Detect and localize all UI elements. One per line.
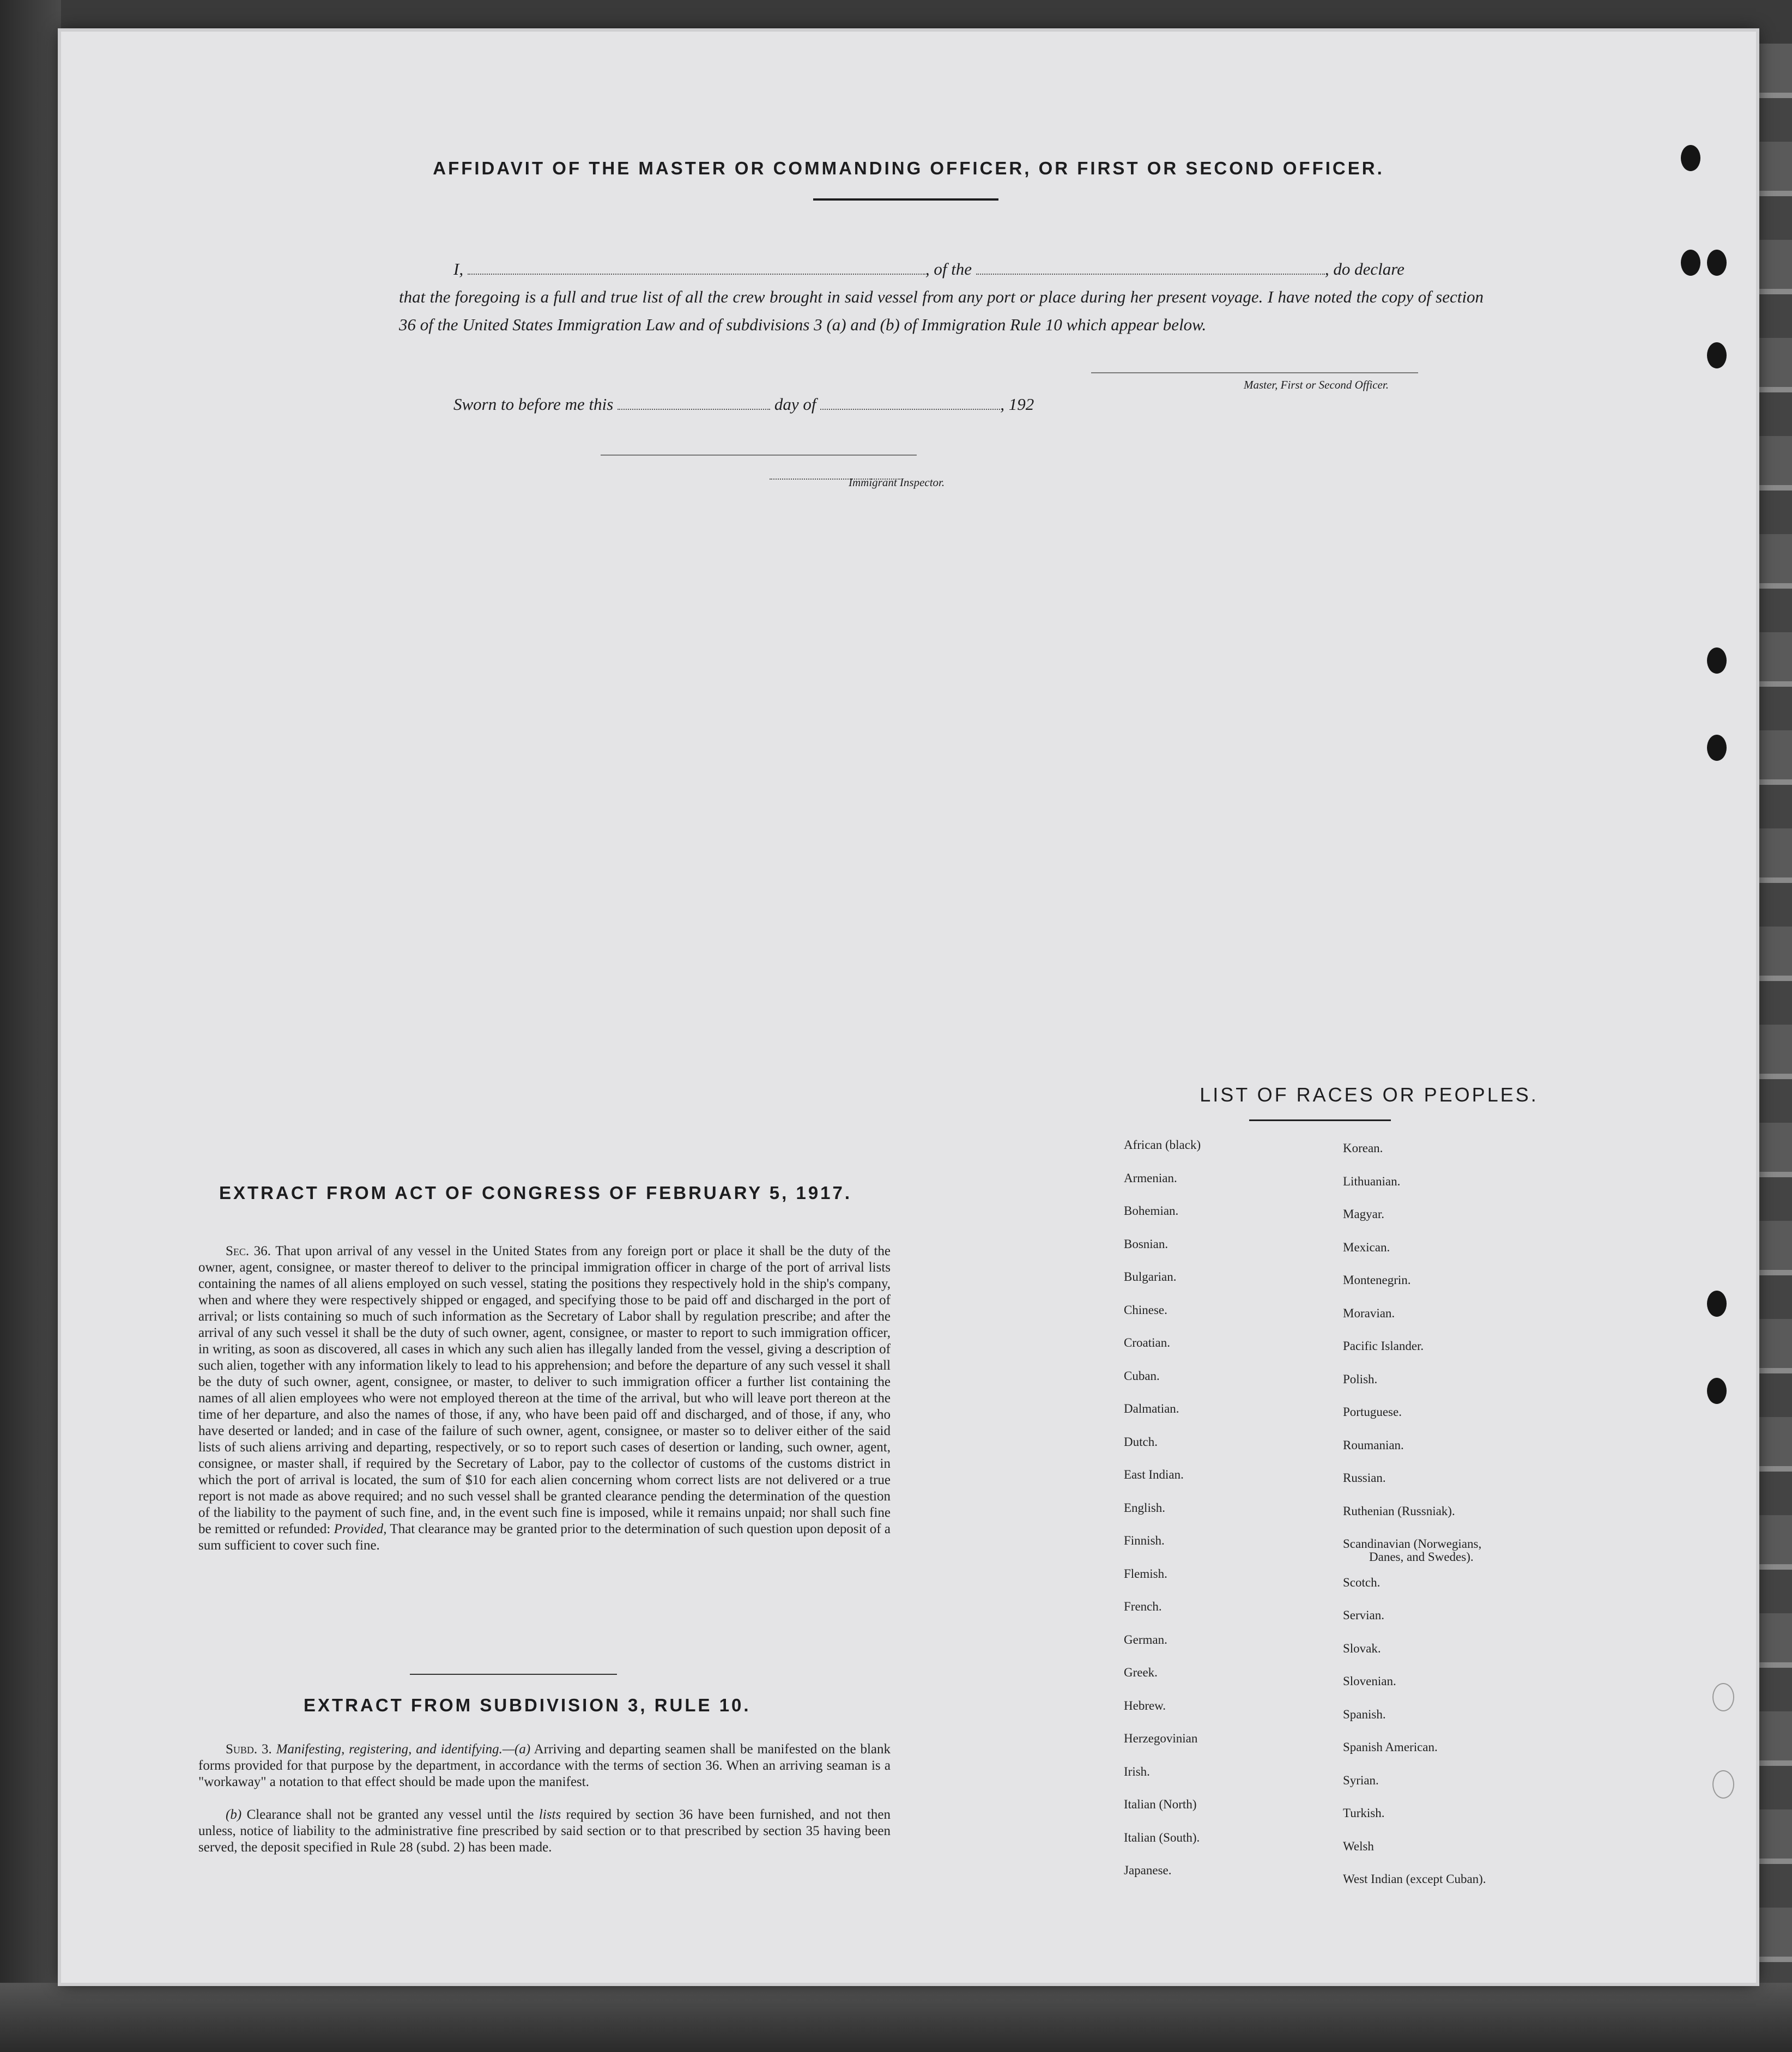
race-item: Irish. xyxy=(1124,1764,1150,1778)
race-item: Turkish. xyxy=(1343,1806,1385,1820)
sworn-prefix: Sworn to before me this xyxy=(453,395,614,414)
section-label: Sec. 36. xyxy=(226,1244,271,1258)
day-of-label: day of xyxy=(774,395,816,414)
race-item: Pacific Islander. xyxy=(1343,1339,1424,1353)
year-prefix: , 192 xyxy=(1000,395,1034,414)
signature-line[interactable] xyxy=(1091,372,1418,373)
race-item: African (black) xyxy=(1124,1138,1201,1152)
title-underline xyxy=(813,198,998,201)
race-item: German. xyxy=(1124,1632,1167,1647)
race-item: Bosnian. xyxy=(1124,1237,1169,1251)
subdivision-3-a xyxy=(198,1741,891,1790)
vessel-blank[interactable] xyxy=(976,261,1325,275)
month-blank[interactable] xyxy=(820,396,1000,410)
race-item: Hebrew. xyxy=(1124,1698,1166,1712)
subd-para-a: Arriving and departing seamen shall be manifested on the blank forms provided for that purpose by the department, in accordance with the terms of section 36. When an arriving seaman is a "workaway" a notation to that effect should be made upon the manifest. xyxy=(198,1742,891,1789)
punch-hole xyxy=(1707,1291,1727,1317)
section-36-end: That clearance may be granted prior to the determination of such question upon deposit of a sum sufficient to cover such fine. xyxy=(198,1522,891,1553)
race-item: Scandinavian (Norwegians, xyxy=(1343,1537,1482,1551)
race-item: Herzegovinian xyxy=(1124,1732,1198,1745)
punch-hole xyxy=(1681,145,1700,171)
do-declare-label: , do declare xyxy=(1324,259,1404,279)
race-item: Dalmatian. xyxy=(1124,1402,1179,1415)
race-item: Roumanian. xyxy=(1343,1438,1404,1452)
race-item: Welsh xyxy=(1343,1839,1374,1853)
subdivision-3-b xyxy=(198,1807,891,1856)
race-item: Bohemian. xyxy=(1124,1204,1179,1218)
race-item: Portuguese. xyxy=(1343,1405,1402,1419)
subd-para-b-1: Clearance shall not be granted any vessel until the xyxy=(246,1807,534,1822)
race-item: Slovenian. xyxy=(1343,1674,1396,1688)
race-item: Dutch. xyxy=(1124,1434,1158,1449)
affidavit-title: AFFIDAVIT OF THE MASTER OR COMMANDING OFFICER, OR FIRST OR SECOND OFFICER. xyxy=(433,158,1384,178)
race-scandinavian-continued: Danes, and Swedes). xyxy=(1369,1550,1474,1564)
provided-word: Provided, xyxy=(334,1522,387,1536)
punch-hole xyxy=(1712,1683,1734,1711)
day-blank[interactable] xyxy=(617,396,770,410)
punch-hole xyxy=(1707,342,1727,368)
inspector-signature-line[interactable] xyxy=(601,455,917,456)
subd-para-b-2: required by section 36 have been furnished, and not then unless, notice of liability to the administrative fine prescribed by said section or to that prescribed by section 35 having been served, the deposit specified in Rule 28 (subd. 2) has been made. xyxy=(198,1807,891,1855)
race-item: Slovak. xyxy=(1343,1641,1381,1655)
declaration-body: that the foregoing is a full and true list of all the crew brought in said vessel from any port or place during her present voyage. I have noted the copy of section 36 of the United States Immigration Law and of subdivisions 3 (a) and (b) of Immigration Rule 10 which appear below. xyxy=(399,287,1484,334)
race-item: Italian (South). xyxy=(1124,1830,1200,1844)
of-the-label: , of the xyxy=(925,259,972,279)
section-36-text xyxy=(198,1243,891,1554)
race-item: Italian (North) xyxy=(1124,1797,1197,1811)
race-item: Mexican. xyxy=(1343,1240,1390,1254)
race-item: Chinese. xyxy=(1124,1303,1167,1317)
race-item: Armenian. xyxy=(1124,1171,1177,1185)
race-item: Korean. xyxy=(1343,1141,1383,1155)
race-item: Moravian. xyxy=(1343,1306,1395,1320)
races-underline xyxy=(1249,1119,1391,1121)
section-36-body: That upon arrival of any vessel in the United States from any foreign port or place it shall be the duty of the owner, agent, consignee, or master thereof to deliver to the principal immigration officer in charge of the port of arrival lists containing the names of all aliens employed on such vessel, stating the positions they respectively hold in the ship's company, when and where they were respectively shipped or engaged, and specifying those to be paid off and discharged in the port of arrival; or lists containing so much of such information as the Secretary of Labor shall by regulation prescribe; and after the arrival of any such vessel it shall be the duty of such owner, agent, consignee, or master to report to such immigration officer, in writing, as soon as discovered, all cases in which any such alien has illegally landed from the vessel, giving a description of such alien, together with any information likely to lead to his apprehension; and before the departure of any such vessel it shall be the duty of such owner, agent, consignee, or master, to deliver to such immigration officer a further list containing the names of all alien employees who were not employed thereon at the time of the arrival, but who will leave port thereon at the time of her departure, and also the names of those, if any, who have been paid off and discharged, and of those, if any, who have deserted or landed; and in case of the failure of such owner, agent, consignee, or master so to deliver either of the said lists of such aliens arriving and departing, respectively, or so to report such cases of desertion or landing, such owner, agent, consignee, or master shall, if required by the Secretary of Labor, pay to the collector of customs of the customs district in which the port of arrival is located, the sum of $10 for each alien concerning whom correct lists are not delivered or a true report is not made as above required; and no such vessel shall be granted clearance pending the determination of the question of the liability to the payment of such fine, and, in the event such fine is imposed, while it remains unpaid; nor shall such fine be remitted or refunded: xyxy=(198,1244,891,1536)
extract-separator xyxy=(410,1674,617,1675)
race-item: French. xyxy=(1124,1600,1162,1613)
race-item: Spanish. xyxy=(1343,1707,1386,1721)
signature-caption: Master, First or Second Officer. xyxy=(1244,378,1389,391)
scan-bottom-edge xyxy=(0,1983,1792,2052)
lists-word: lists xyxy=(538,1807,561,1822)
punch-hole xyxy=(1681,250,1700,276)
race-item: Ruthenian (Russniak). xyxy=(1343,1504,1455,1518)
inspector-caption: Immigrant Inspector. xyxy=(849,476,945,489)
b-label: (b) xyxy=(226,1807,242,1822)
affidavit-declaration xyxy=(399,255,1484,338)
race-item: West Indian (except Cuban). xyxy=(1343,1872,1486,1886)
name-blank[interactable] xyxy=(468,261,925,275)
declaration-first-line xyxy=(399,255,1484,283)
race-item: Syrian. xyxy=(1343,1773,1379,1787)
race-item: East Indian. xyxy=(1124,1468,1184,1481)
sworn-line xyxy=(453,395,1034,414)
act-extract-title: EXTRACT FROM ACT OF CONGRESS OF FEBRUARY 5, 1917. xyxy=(219,1183,852,1203)
punch-hole xyxy=(1707,735,1727,761)
i-label: I, xyxy=(453,259,464,279)
scan-right-edge xyxy=(1756,44,1792,2038)
race-item: Cuban. xyxy=(1124,1369,1160,1383)
races-title: LIST OF RACES OR PEOPLES. xyxy=(1200,1083,1539,1106)
race-item: Magyar. xyxy=(1343,1207,1385,1221)
race-item: Japanese. xyxy=(1124,1863,1172,1877)
race-item: Bulgarian. xyxy=(1124,1270,1177,1284)
race-item: Polish. xyxy=(1343,1372,1378,1386)
race-item: Montenegrin. xyxy=(1343,1273,1411,1287)
scan-left-edge xyxy=(0,0,61,2052)
race-item: Croatian. xyxy=(1124,1336,1170,1349)
punch-hole xyxy=(1707,1378,1727,1404)
race-item: Spanish American. xyxy=(1343,1740,1438,1754)
race-item: Finnish. xyxy=(1124,1534,1165,1547)
race-item: Lithuanian. xyxy=(1343,1174,1401,1188)
punch-hole xyxy=(1712,1770,1734,1799)
race-item: Russian. xyxy=(1343,1471,1386,1485)
subd-label: Subd. 3. xyxy=(226,1742,272,1757)
punch-hole xyxy=(1707,250,1727,276)
subd-heading: Manifesting, registering, and identifying.—(a) xyxy=(276,1742,531,1757)
document-page xyxy=(61,32,1756,1983)
race-item: Scotch. xyxy=(1343,1575,1381,1589)
race-item: English. xyxy=(1124,1500,1166,1515)
race-item: Servian. xyxy=(1343,1608,1385,1622)
punch-hole xyxy=(1707,647,1727,674)
race-item: Flemish. xyxy=(1124,1566,1167,1581)
rule-extract-title: EXTRACT FROM SUBDIVISION 3, RULE 10. xyxy=(304,1695,751,1715)
race-item: Greek. xyxy=(1124,1666,1158,1679)
